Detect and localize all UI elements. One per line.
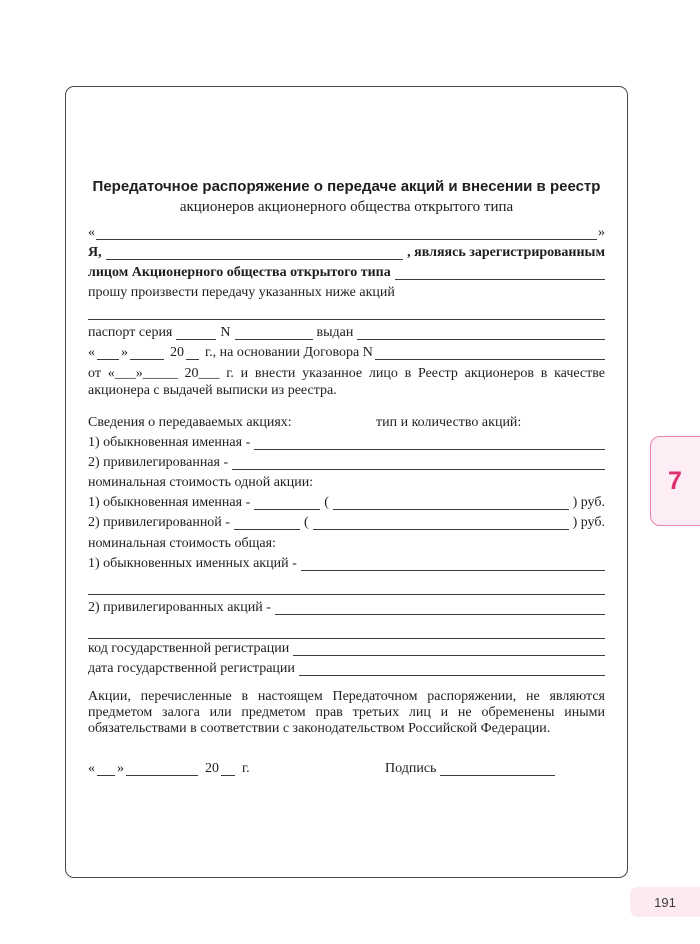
- share-type2-line: [88, 453, 605, 473]
- passport-issued-label: выдан: [316, 325, 354, 340]
- reg-code-label: код государственной регистрации: [88, 641, 290, 656]
- blank-field: [299, 675, 605, 676]
- passport-number-label: N: [220, 325, 231, 340]
- nominal1-line: [88, 493, 605, 513]
- reg-code-line: [88, 639, 605, 659]
- blank-field: [357, 339, 605, 340]
- pledge-clause: Акции, перечисленные в настоящем Передаточном распоряжении, не являются предметом залога или предметом прав третьих лиц и не обременены иными обязательствами в соответствии с законодательством Российской Федерации.: [88, 689, 605, 736]
- blank-field: [88, 594, 605, 595]
- blank-field: [254, 509, 320, 510]
- blank-field: [97, 775, 115, 776]
- nominal-total-heading: [88, 534, 605, 554]
- nominal-single-label: номинальная стоимость одной акции:: [88, 475, 314, 490]
- page-number: 191: [654, 894, 676, 910]
- company-label: лицом Акционерного общества открытого типа: [88, 265, 391, 280]
- contract-line: [88, 343, 605, 363]
- blank-field: [293, 655, 605, 656]
- close-quote: »: [598, 225, 605, 240]
- blank-field: [440, 775, 555, 776]
- total1-label: 1) обыкновенных именных акций -: [88, 556, 297, 571]
- total2-line: [88, 598, 605, 618]
- org-name-line: [88, 223, 605, 243]
- form-subtitle: акционеров акционерного общества открытого типа: [179, 199, 514, 215]
- contract-basis-label: г., на основании Договора N: [205, 345, 373, 360]
- blank-field: [301, 570, 605, 571]
- passport-series-label: паспорт серия: [88, 325, 173, 340]
- year-prefix: 20: [170, 345, 184, 360]
- blank-field: [186, 359, 199, 360]
- blank-field: [221, 775, 235, 776]
- shares-heading-left: Сведения о передаваемых акциях:: [88, 415, 292, 430]
- register-clause: от «___»_____ 20___ г. и внести указанное лицо в Реестр акционеров в качестве акционера с выдачей выписки из реестра.: [88, 366, 605, 398]
- blank-field: [234, 529, 300, 530]
- signature-date: [88, 759, 250, 779]
- declarant-prefix: Я,: [88, 245, 102, 260]
- signature-line: [88, 759, 605, 779]
- blank-field: [176, 339, 216, 340]
- request-line: [88, 283, 605, 303]
- blank-field: [275, 614, 605, 615]
- open-quote: «: [88, 761, 95, 776]
- open-quote: «: [88, 345, 95, 360]
- blank-field: [313, 529, 569, 530]
- blank-field: [106, 259, 404, 260]
- reg-date-line: [88, 659, 605, 679]
- close-quote: »: [117, 761, 124, 776]
- year-suffix: г.: [242, 761, 250, 776]
- share-type1-line: [88, 433, 605, 453]
- reg-date-label: дата государственной регистрации: [88, 661, 295, 676]
- blank-field: [96, 239, 597, 240]
- total1-line: [88, 554, 605, 574]
- signature-label: Подпись: [385, 761, 437, 776]
- rub-suffix: ) руб.: [572, 495, 605, 510]
- total2-label: 2) привилегированных акций -: [88, 600, 271, 615]
- share-type2-label: 2) привилегированная -: [88, 455, 229, 470]
- blank-field: [130, 359, 164, 360]
- paren-open: (: [324, 495, 329, 510]
- nominal2-line: [88, 513, 605, 533]
- blank-field: [97, 359, 119, 360]
- paren-open: (: [303, 515, 309, 530]
- blank-field: [254, 449, 605, 450]
- blank-field: [88, 319, 605, 320]
- share-type1-label: 1) обыкновенная именная -: [88, 435, 251, 450]
- nominal2-label: 2) привилегированной -: [88, 515, 230, 530]
- nominal1-label: 1) обыкновенная именная -: [88, 495, 251, 510]
- close-quote: »: [121, 345, 128, 360]
- open-quote: «: [88, 225, 95, 240]
- blank-field: [235, 339, 313, 340]
- shares-heading-line: [88, 413, 605, 433]
- signature-block: [385, 759, 555, 779]
- blank-field: [126, 775, 198, 776]
- blank-field: [333, 509, 569, 510]
- nominal-single-heading: [88, 473, 605, 493]
- nominal-total-label: номинальная стоимость общая:: [88, 536, 276, 551]
- company-line: [88, 263, 605, 283]
- blank-field: [232, 469, 605, 470]
- chapter-number: 7: [668, 466, 682, 495]
- shares-heading-right: тип и количество акций:: [376, 415, 522, 430]
- declarant-line: [88, 243, 605, 263]
- year-prefix: 20: [205, 761, 219, 776]
- request-text: прошу произвести передачу указанных ниже акций: [88, 285, 395, 300]
- chapter-tab[interactable]: [650, 436, 700, 526]
- continuation-line: [88, 578, 605, 598]
- passport-line: [88, 323, 605, 343]
- blank-field: [395, 279, 605, 280]
- declarant-suffix: , являясь зарегистрированным: [407, 245, 605, 260]
- rub-suffix: ) руб.: [572, 515, 605, 530]
- form-content: [66, 87, 627, 779]
- form-title: Передаточное распоряжение о передаче акций и внесении в реестр: [92, 178, 601, 195]
- continuation-line: [88, 303, 605, 323]
- blank-field: [375, 359, 605, 360]
- page-number-badge: [630, 887, 700, 917]
- form-frame: [65, 86, 628, 878]
